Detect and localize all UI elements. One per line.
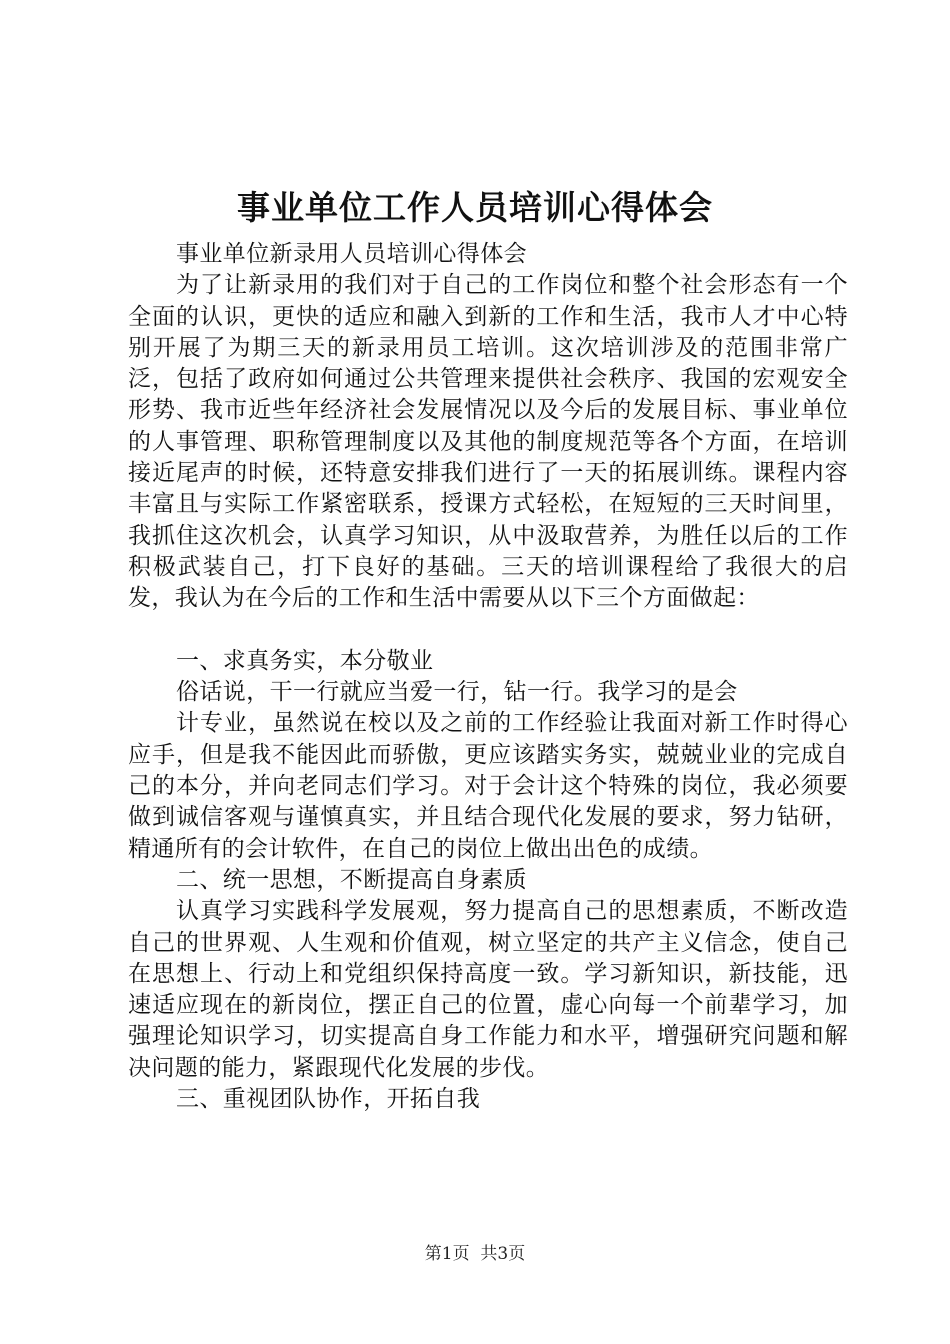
section-1-first-line: 俗话说，干一行就应当爱一行，钻一行。我学习的是会 [176, 679, 738, 706]
intro-paragraph: 为了让新录用的我们对于自己的工作岗位和整个社会形态有一个全面的认识，更快的适应和融入到新的工作和生活，我市人才中心特别开展了为期三天的新录用员工培训。这次培训涉及的范围非常广泛，包括了政府如何通过公共管理来提供社会秩序、我国的宏观安全形势、我市近些年经济社会发展情况以及今后的发展目标、事业单位的人事管理、职称管理制度以及其他的制度规范等各个方面，在培训接近尾声的时候，还特意安排我们进行了一天的拓展训练。课程内容丰富且与实际工作紧密联系，授课方式轻松，在短短的三天时间里，我抓住这次机会，认真学习知识，从中汲取营养，为胜任以后的工作积极武装自己，打下良好的基础。三天的培训课程给了我很大的启发，我认为在今后的工作和生活中需要从以下三个方面做起： [128, 272, 848, 612]
document-title: 事业单位工作人员培训心得体会 [237, 188, 713, 227]
section-3-heading: 三、重视团队协作，开拓自我 [176, 1086, 481, 1113]
page-number-footer: 第1页 共3页 [424, 1244, 526, 1264]
document-body [128, 239, 848, 1115]
section-1-paragraph: 计专业，虽然说在校以及之前的工作经验让我面对新工作时得心应手，但是我不能因此而骄傲，更应该踏实务实，兢兢业业的完成自己的本分，并向老同志们学习。对于会计这个特殊的岗位，我必须要做到诚信客观与谨慎真实，并且结合现代化发展的要求，努力钻研，精通所有的会计软件，在自己的岗位上做出出色的成绩。 [128, 710, 848, 862]
section-2-paragraph: 认真学习实践科学发展观，努力提高自己的思想素质，不断改造自己的世界观、人生观和价值观，树立坚定的共产主义信念，使自己在思想上、行动上和党组织保持高度一致。学习新知识，新技能，迅速适应现在的新岗位，摆正自己的位置，虚心向每一个前辈学习，加强理论知识学习，切实提高自身工作能力和水平，增强研究问题和解决问题的能力，紧跟现代化发展的步伐。 [128, 898, 848, 1081]
section-1-heading: 一、求真务实，本分敬业 [176, 647, 434, 674]
section-2-heading: 二、统一思想，不断提高自身素质 [176, 866, 527, 893]
document-subtitle: 事业单位新录用人员培训心得体会 [176, 241, 527, 267]
